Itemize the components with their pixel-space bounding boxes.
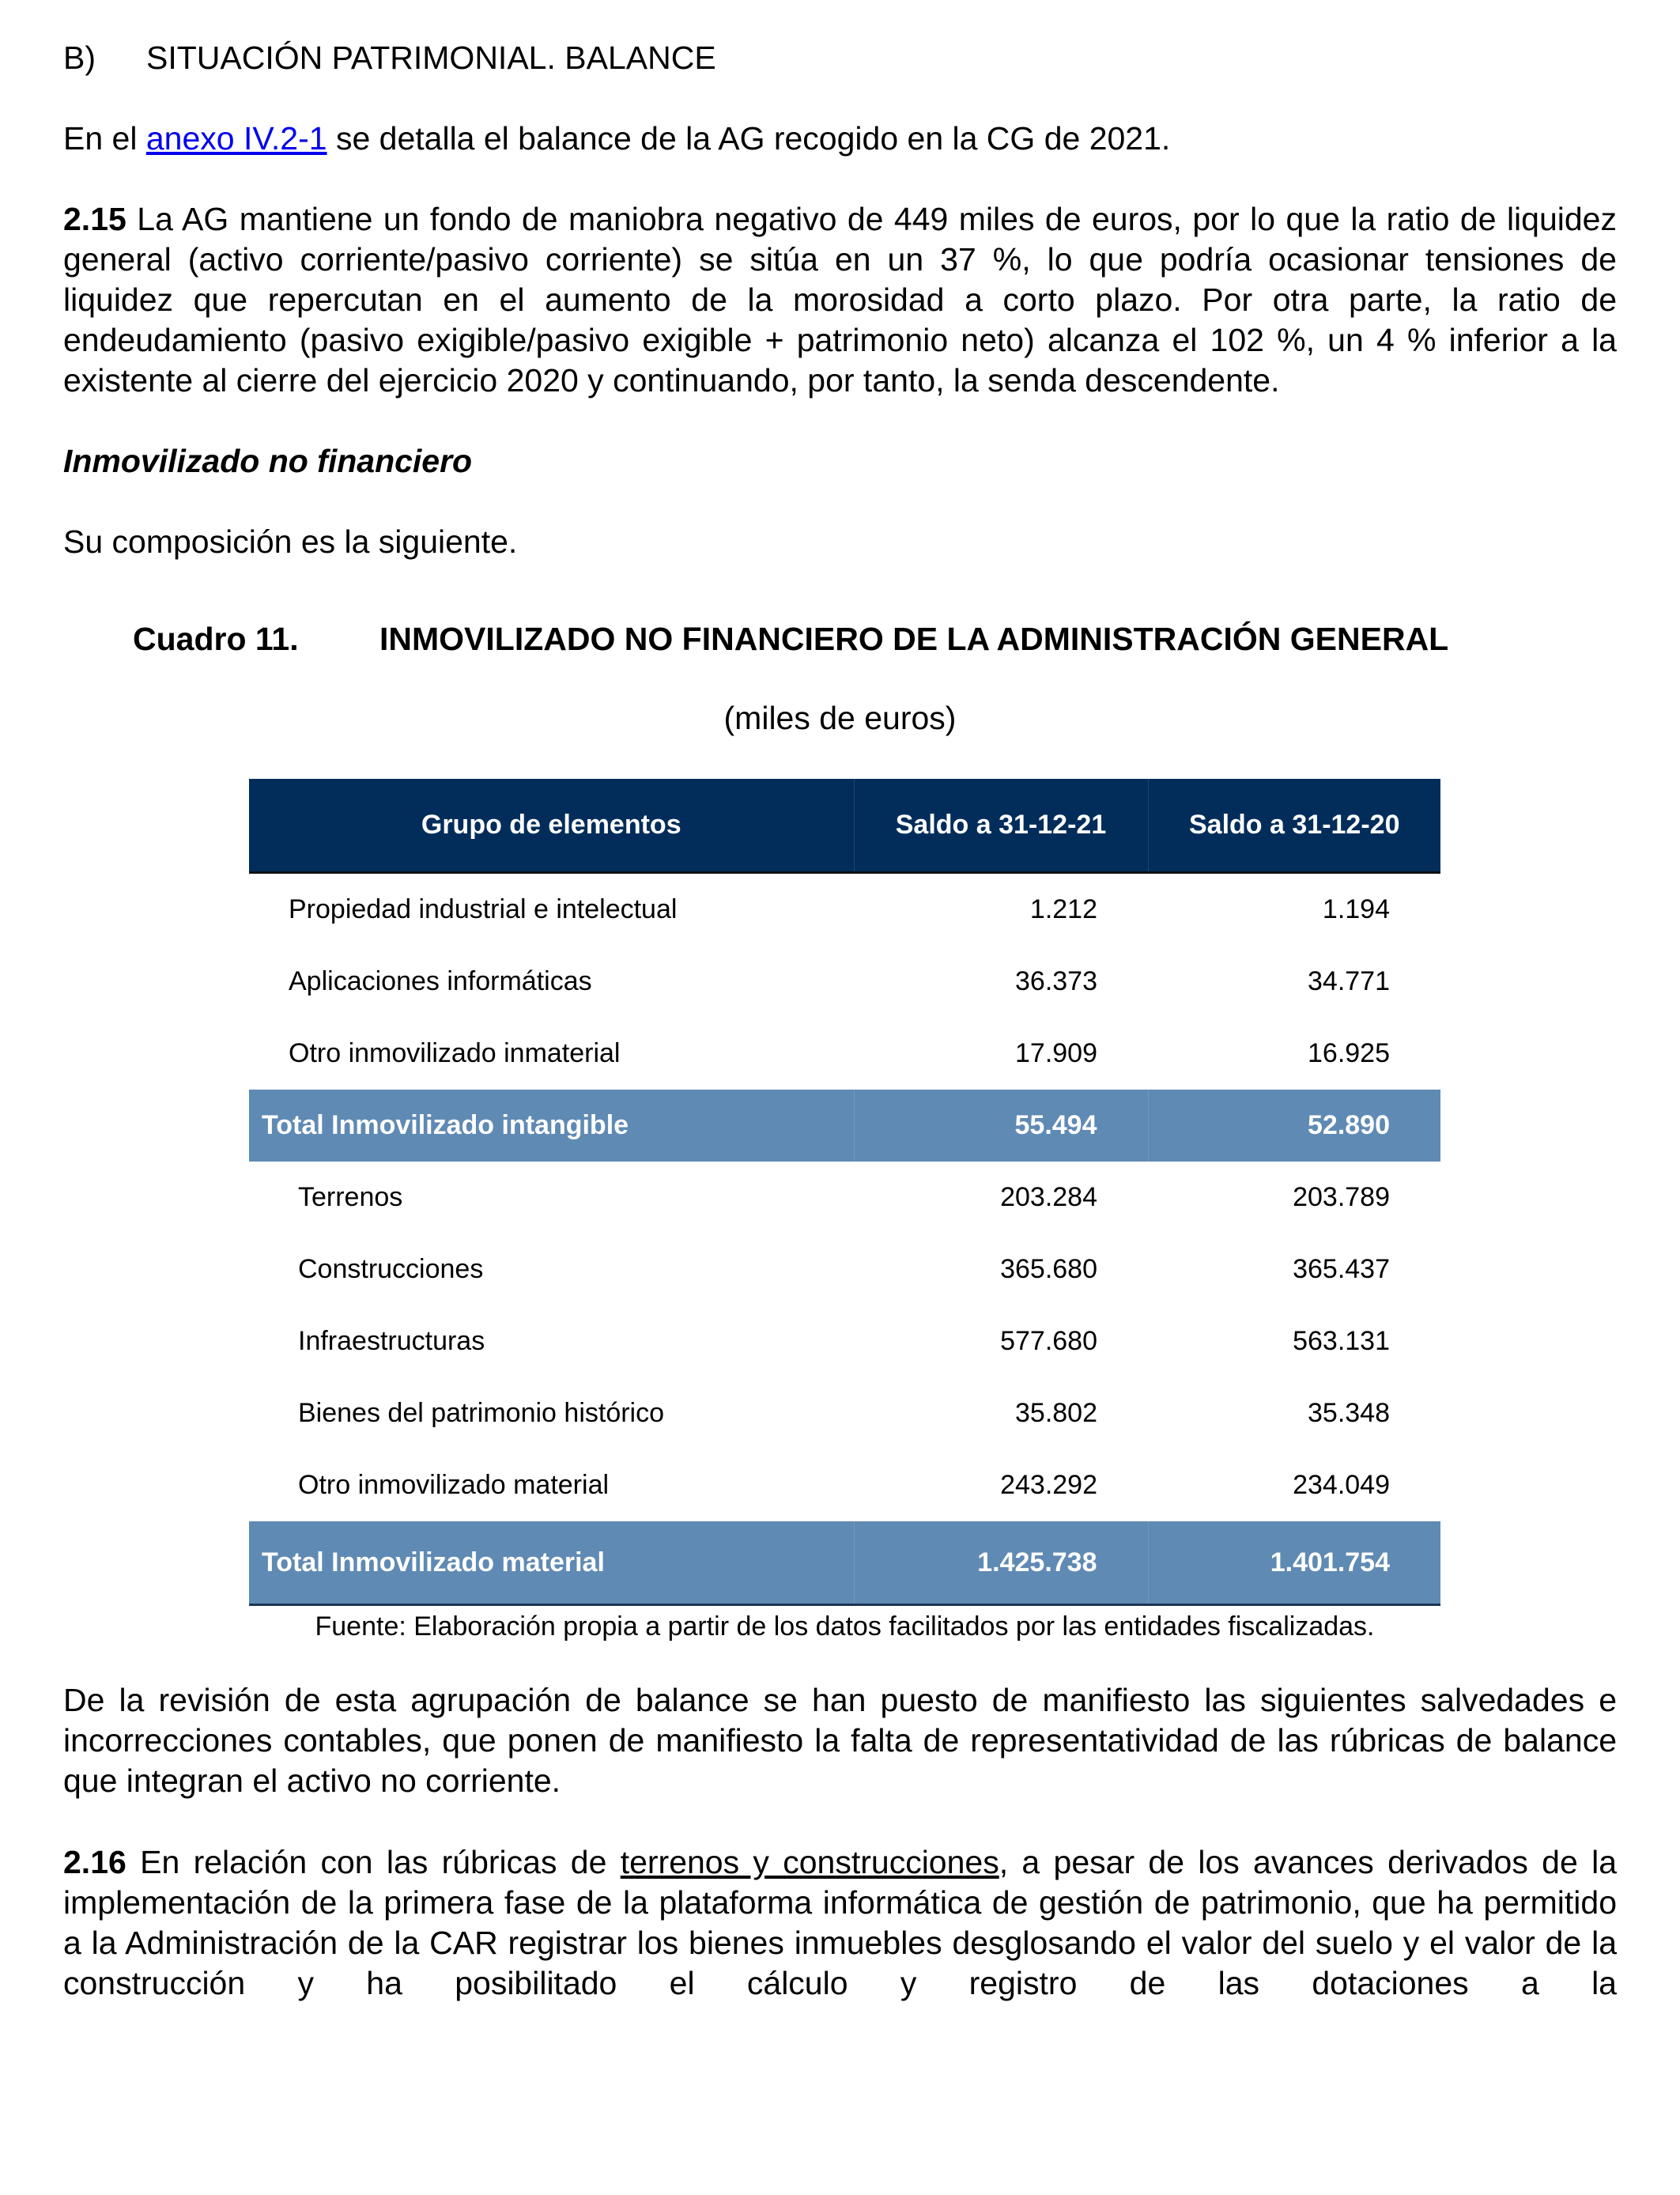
table-caption	[133, 621, 1448, 658]
value-2020: 1.401.754	[1148, 1521, 1440, 1605]
row-label: Bienes del patrimonio histórico	[298, 1398, 665, 1428]
caption-title: INMOVILIZADO NO FINANCIERO DE LA ADMINISTRACIÓN GENERAL	[379, 621, 1449, 657]
row-label: Otro inmovilizado inmaterial	[289, 1038, 621, 1068]
section-title: SITUACIÓN PATRIMONIAL. BALANCE	[146, 40, 716, 76]
table-row	[249, 1234, 1440, 1305]
row-label: Infraestructuras	[298, 1326, 485, 1356]
value-2021: 36.373	[1015, 966, 1097, 996]
value-2021: 577.680	[1000, 1326, 1097, 1356]
value-2020: 35.348	[1308, 1398, 1390, 1428]
row-label: Propiedad industrial e intelectual	[289, 894, 678, 924]
paragraph-text: La AG mantiene un fondo de maniobra negativo de 449 miles de euros, por lo que la ratio de liquidez general (activo corriente/pasivo corriente) se sitúa en un 37 %, lo que podría ocasionar tensiones de liquidez que repercutan en el aumento de la morosidad a corto plazo. Por otra parte, la ratio de endeudamiento (pasivo exigible/pasivo exigible + patrimonio neto) alcanza el 102 %, un 4 % inferior a la existente al cierre del ejercicio 2020 y continuando, por tanto, la senda descendente.	[63, 201, 1617, 399]
intro-suffix: se detalla el balance de la AG recogido en la CG de 2021.	[327, 120, 1171, 157]
total-intangible-row	[249, 1090, 1440, 1162]
header-2021: Saldo a 31-12-21	[854, 779, 1148, 873]
value-2021: 55.494	[854, 1090, 1148, 1162]
intro-prefix: En el	[63, 120, 146, 157]
intro-paragraph	[63, 119, 1617, 159]
row-label: Construcciones	[298, 1254, 484, 1284]
paragraph-text: , a pesar de los avances derivados de la implementación de la primera fase de la plataforma informática de gestión de patrimonio, que ha permitido a la Administración de la CAR registrar los bienes inmuebles desglosando el valor del suelo y el valor de la construcción y ha posibilitado el cálculo y registro de las dotaciones a la	[63, 1844, 1618, 2001]
row-label: Aplicaciones informáticas	[289, 966, 592, 996]
paragraph-number: 2.16	[63, 1844, 126, 1880]
paragraph-2-15	[63, 199, 1617, 401]
value-2021: 35.802	[1015, 1398, 1097, 1428]
total-material-row	[249, 1521, 1440, 1605]
table-row	[249, 1305, 1440, 1377]
caption-number: Cuadro 11.	[133, 621, 299, 657]
value-2020: 365.437	[1293, 1254, 1390, 1284]
row-label: Total Inmovilizado material	[249, 1521, 854, 1605]
value-2020: 52.890	[1148, 1090, 1440, 1162]
value-2020: 34.771	[1308, 966, 1390, 996]
value-2020: 234.049	[1293, 1470, 1390, 1500]
paragraph-prefix: En relación con las rúbricas de	[126, 1844, 621, 1880]
paragraph-review: De la revisión de esta agrupación de balance se han puesto de manifiesto las siguientes salvedades e incorrecciones contables, que ponen de manifiesto la falta de representatividad de las rúbricas de balance que integran el activo no corriente.	[63, 1682, 1617, 1799]
value-2021: 243.292	[1000, 1470, 1097, 1500]
table-source: Fuente: Elaboración propia a partir de los datos facilitados por las entidades fiscalizadas.	[315, 1611, 1375, 1642]
table-row	[249, 873, 1440, 946]
table-units: (miles de euros)	[723, 700, 957, 736]
table-row	[249, 1162, 1440, 1234]
header-group: Grupo de elementos	[249, 779, 854, 873]
composition-text: Su composición es la siguiente.	[63, 523, 518, 560]
paragraph-number: 2.15	[63, 201, 126, 237]
table-row	[249, 1449, 1440, 1521]
row-label: Total Inmovilizado intangible	[249, 1090, 854, 1162]
inmovilizado-table	[249, 779, 1440, 1606]
table-header-row	[249, 779, 1440, 873]
value-2020: 1.194	[1322, 894, 1390, 924]
table-row	[249, 946, 1440, 1018]
section-heading	[63, 40, 716, 77]
value-2021: 203.284	[1000, 1182, 1097, 1212]
section-label: B)	[63, 40, 96, 76]
value-2021: 1.425.738	[854, 1521, 1148, 1605]
underlined-term: terrenos y construcciones	[620, 1844, 999, 1880]
header-2020: Saldo a 31-12-20	[1148, 779, 1440, 873]
table-row	[249, 1018, 1440, 1090]
row-label: Terrenos	[298, 1182, 403, 1212]
paragraph-2-16	[63, 1842, 1617, 2004]
value-2020: 563.131	[1293, 1326, 1390, 1356]
value-2021: 365.680	[1000, 1254, 1097, 1284]
value-2021: 17.909	[1015, 1038, 1097, 1068]
value-2020: 16.925	[1308, 1038, 1390, 1068]
subheading: Inmovilizado no financiero	[63, 443, 473, 479]
annex-link[interactable]: anexo IV.2-1	[145, 120, 327, 157]
value-2020: 203.789	[1293, 1182, 1390, 1212]
table-row	[249, 1377, 1440, 1449]
value-2021: 1.212	[1029, 894, 1097, 924]
row-label: Otro inmovilizado material	[298, 1470, 610, 1500]
